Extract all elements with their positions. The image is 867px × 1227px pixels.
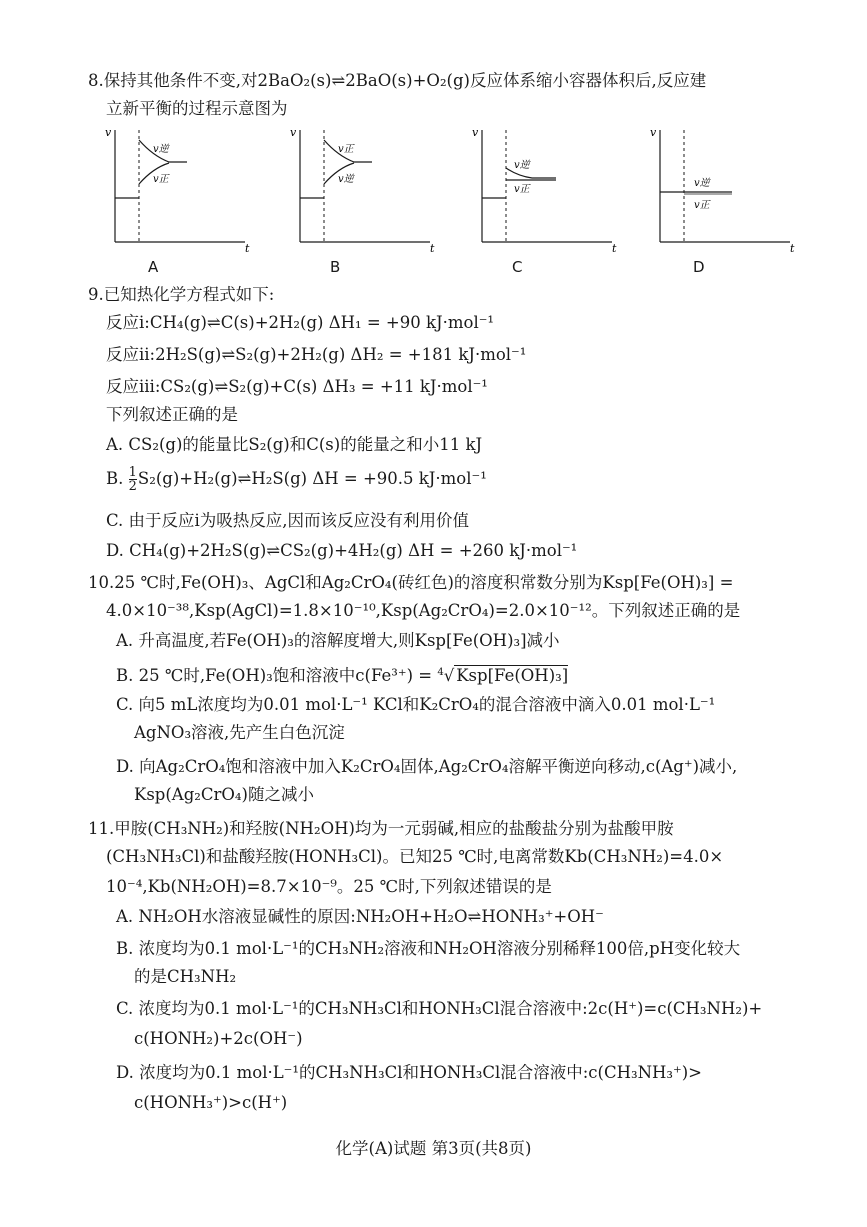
curve-upper-label: v逆: [514, 160, 530, 171]
axis-t-label: t: [245, 242, 250, 255]
curve-lower-label: v正: [153, 174, 169, 185]
q8-stem-line1: 8.保持其他条件不变,对2BaO₂(s)⇌2BaO(s)+O₂(g)反应体系缩小容器体积后,反应建: [88, 71, 707, 90]
graph-c: [462, 122, 622, 254]
curve-lower-label: v正: [694, 200, 710, 211]
q10-stem-line2: 4.0×10⁻³⁸,Ksp(AgCl)=1.8×10⁻¹⁰,Ksp(Ag₂CrO₄)=2.0×10⁻¹²。下列叙述正确的是: [106, 601, 741, 620]
q10-option-b-root: Ksp[Fe(OH)₃]: [456, 666, 569, 685]
q11-stem-line3: 10⁻⁴,Kb(NH₂OH)=8.7×10⁻⁹。25 ℃时,下列叙述错误的是: [106, 877, 552, 896]
graph-b-label: B: [330, 258, 341, 276]
q10-option-c-line2: AgNO₃溶液,先产生白色沉淀: [134, 723, 345, 742]
curve-upper-label: v逆: [153, 144, 169, 155]
q9-option-d: D. CH₄(g)+2H₂S(g)⇌CS₂(g)+4H₂(g) ΔH = +260 kJ·mol⁻¹: [106, 541, 578, 560]
q11-option-d-line1: D. 浓度均为0.1 mol·L⁻¹的CH₃NH₃Cl和HONH₃Cl混合溶液中:c(CH₃NH₃⁺)>: [116, 1063, 703, 1082]
graph-d-label: D: [693, 258, 705, 276]
q10-option-b: B. 25 ℃时,Fe(OH)₃饱和溶液中c(Fe³⁺) = $^4$√ Ksp[Fe(OH)₃]: [116, 666, 569, 685]
q9-question: 下列叙述正确的是: [106, 405, 238, 424]
curve-upper-label: v正: [338, 144, 354, 155]
q10-option-a: A. 升高温度,若Fe(OH)₃的溶解度增大,则Ksp[Fe(OH)₃]减小: [116, 631, 560, 650]
q11-option-d-line2: c(HONH₃⁺)>c(H⁺): [134, 1093, 288, 1112]
q11-option-c-line2: c(HONH₂)+2c(OH⁻): [134, 1029, 303, 1048]
q11-stem-line2: (CH₃NH₃Cl)和盐酸羟胺(HONH₃Cl)。已知25 ℃时,电离常数Kb(CH₃NH₂)=4.0×: [106, 847, 724, 866]
q11-option-b-line1: B. 浓度均为0.1 mol·L⁻¹的CH₃NH₂溶液和NH₂OH溶液分别稀释100倍,pH变化较大: [116, 939, 741, 958]
q10-option-c-line1: C. 向5 mL浓度均为0.01 mol·L⁻¹ KCl和K₂CrO₄的混合溶液中滴入0.01 mol·L⁻¹: [116, 695, 716, 714]
q11-stem-line1: 11.甲胺(CH₃NH₂)和羟胺(NH₂OH)均为一元弱碱,相应的盐酸盐分别为盐酸甲胺: [88, 819, 674, 838]
q10-option-d-line1: D. 向Ag₂CrO₄饱和溶液中加入K₂CrO₄固体,Ag₂CrO₄溶解平衡逆向移动,c(Ag⁺)减小,: [116, 757, 738, 776]
q9-option-c: C. 由于反应ⅰ为吸热反应,因而该反应没有利用价值: [106, 511, 470, 530]
graph-b: [280, 122, 440, 254]
axis-t-label: t: [790, 242, 795, 255]
q10-stem-line1: 10.25 ℃时,Fe(OH)₃、AgCl和Ag₂CrO₄(砖红色)的溶度积常数分别为Ksp[Fe(OH)₃] =: [88, 573, 734, 592]
q9-reaction-1: 反应ⅰ:CH₄(g)⇌C(s)+2H₂(g) ΔH₁ = +90 kJ·mol⁻¹: [106, 313, 495, 332]
page-footer: 化学(A)试题 第3页(共8页): [335, 1139, 532, 1158]
q11-option-b-line2: 的是CH₃NH₂: [134, 967, 237, 986]
axis-v-label: v: [650, 126, 657, 139]
q9-option-b-text: S₂(g)+H₂(g)⇌H₂S(g) ΔH = +90.5 kJ·mol⁻¹: [137, 469, 487, 488]
graph-c-label: C: [512, 258, 523, 276]
curve-lower-label: v正: [514, 184, 530, 195]
q10-option-d-line2: Ksp(Ag₂CrO₄)随之减小: [134, 785, 314, 804]
graph-a-label: A: [148, 258, 159, 276]
graph-d: [640, 122, 800, 254]
q9-option-b: B. $\frac{1}{2}$ S₂(g)+H₂(g)⇌H₂S(g) ΔH = +90.5 kJ·mol⁻¹: [106, 465, 487, 494]
one-half-fraction: $\frac{1}{2}$: [128, 465, 137, 494]
q11-option-c-line1: C. 浓度均为0.1 mol·L⁻¹的CH₃NH₃Cl和HONH₃Cl混合溶液中:2c(H⁺)=c(CH₃NH₂)+: [116, 999, 763, 1018]
axis-v-label: v: [472, 126, 479, 139]
q9-option-a: A. CS₂(g)的能量比S₂(g)和C(s)的能量之和小11 kJ: [106, 435, 483, 454]
axis-t-label: t: [612, 242, 617, 255]
axis-v-label: v: [290, 126, 297, 139]
axis-t-label: t: [430, 242, 435, 255]
q11-option-a: A. NH₂OH水溶液显碱性的原因:NH₂OH+H₂O⇌HONH₃⁺+OH⁻: [116, 907, 604, 926]
q9-reaction-3: 反应ⅲ:CS₂(g)⇌S₂(g)+C(s) ΔH₃ = +11 kJ·mol⁻¹: [106, 377, 488, 396]
curve-lower-label: v逆: [338, 174, 354, 185]
graph-a: [95, 122, 255, 254]
q9-reaction-2: 反应ⅱ:2H₂S(g)⇌S₂(g)+2H₂(g) ΔH₂ = +181 kJ·mol⁻¹: [106, 345, 527, 364]
q8-stem-line2: 立新平衡的过程示意图为: [106, 99, 288, 118]
q10-option-b-text: B. 25 ℃时,Fe(OH)₃饱和溶液中c(Fe³⁺) =: [116, 666, 438, 685]
curve-upper-label: v逆: [694, 178, 710, 189]
q9-stem: 9.已知热化学方程式如下:: [88, 285, 275, 304]
axis-v-label: v: [105, 126, 112, 139]
